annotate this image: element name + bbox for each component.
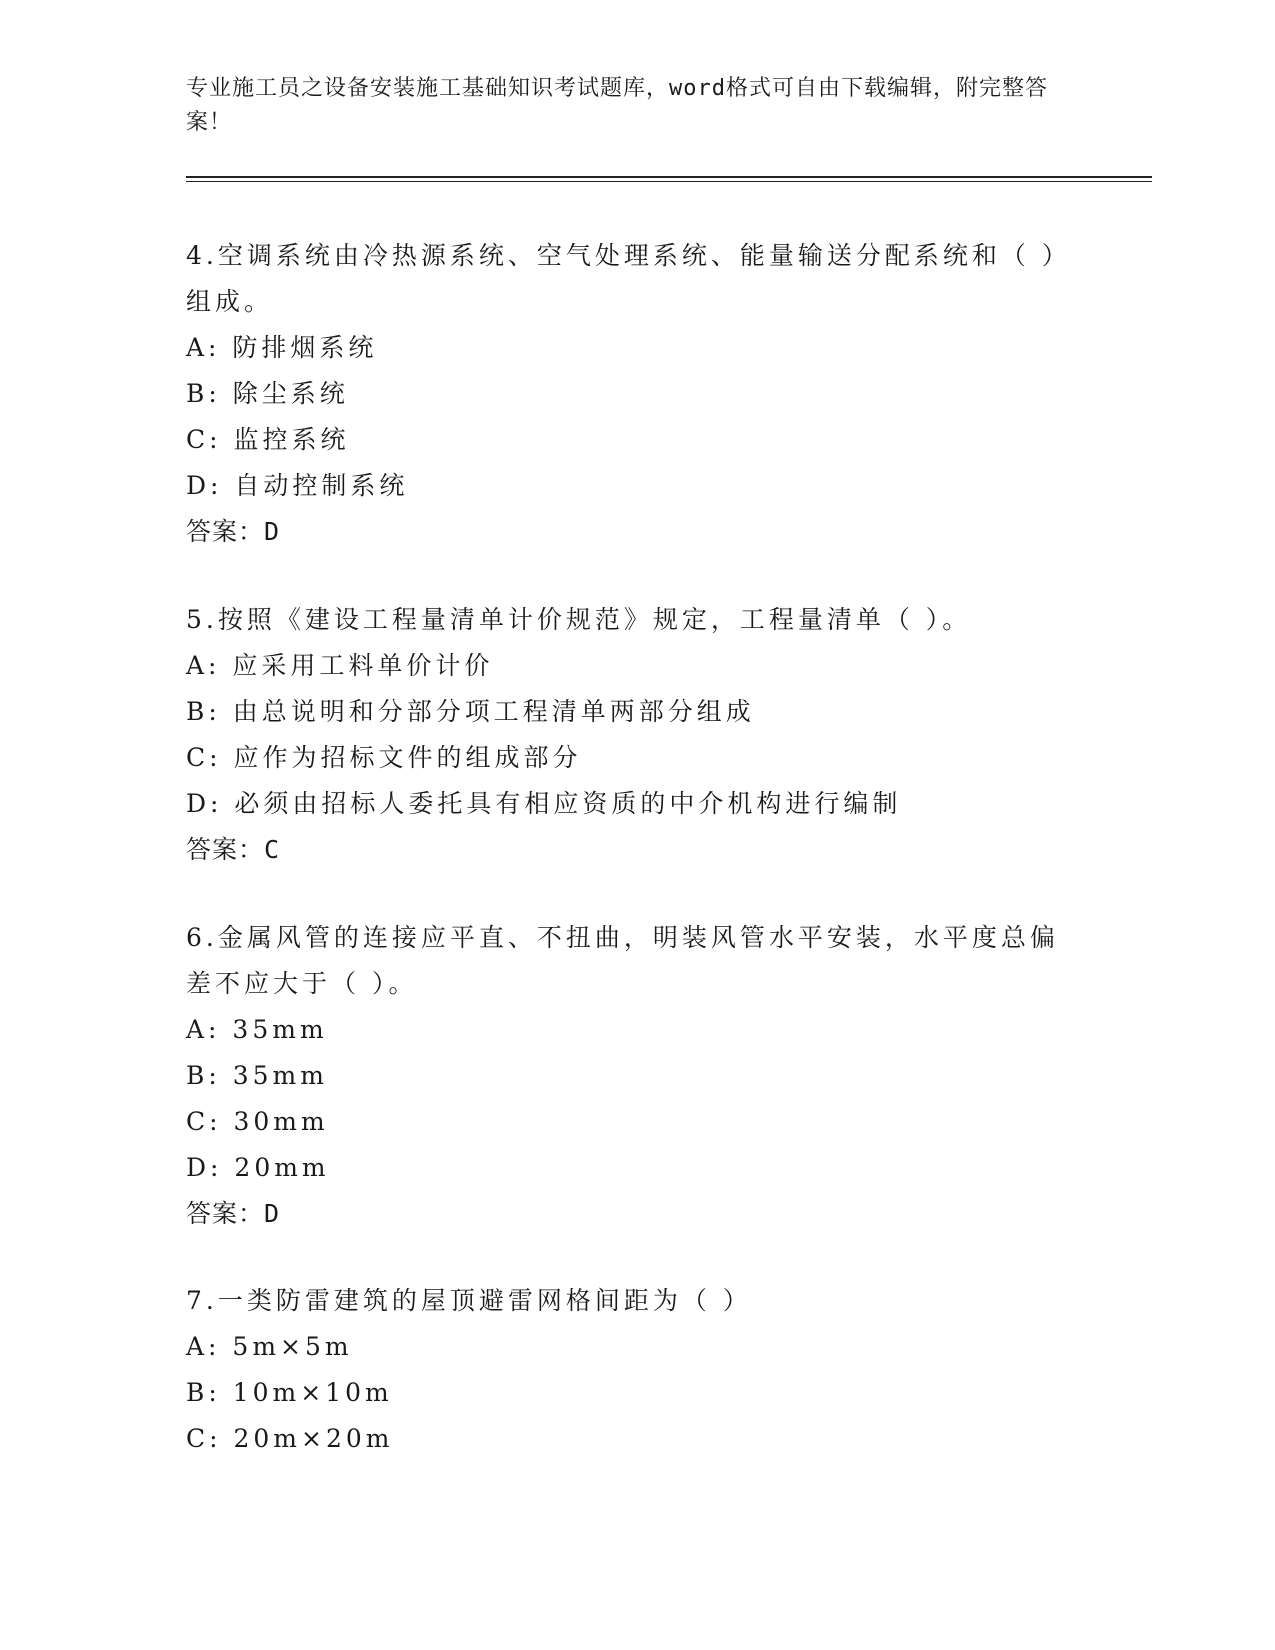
question-7 bbox=[186, 1278, 1066, 1462]
option-a: A: 35mm bbox=[186, 1015, 328, 1044]
answer: 答案：C bbox=[186, 835, 281, 864]
option-b: B: 10m×10m bbox=[186, 1378, 393, 1407]
option-d: D: 必须由招标人委托具有相应资质的中介机构进行编制 bbox=[186, 789, 902, 818]
option-b: B: 除尘系统 bbox=[186, 379, 349, 408]
question-6 bbox=[186, 915, 1066, 1237]
option-a: A: 防排烟系统 bbox=[186, 333, 378, 362]
question-stem: 5.按照《建设工程量清单计价规范》规定，工程量清单（ ）。 bbox=[186, 605, 972, 634]
question-stem: 6.金属风管的连接应平直、不扭曲，明装风管水平安装，水平度总偏差不应大于（ ）。 bbox=[186, 923, 1059, 998]
question-stem: 4.空调系统由冷热源系统、空气处理系统、能量输送分配系统和（ ）组成。 bbox=[186, 241, 1059, 316]
option-a: A: 应采用工料单价计价 bbox=[186, 651, 494, 680]
option-a: A: 5m×5m bbox=[186, 1332, 353, 1361]
answer: 答案：D bbox=[186, 517, 281, 546]
option-d: D: 20mm bbox=[186, 1153, 330, 1182]
question-stem: 7.一类防雷建筑的屋顶避雷网格间距为（ ） bbox=[186, 1286, 752, 1315]
question-4 bbox=[186, 233, 1066, 555]
header-rule-bottom bbox=[186, 181, 1152, 182]
answer: 答案：D bbox=[186, 1199, 281, 1228]
option-c: C: 20m×20m bbox=[186, 1424, 394, 1453]
option-c: C: 应作为招标文件的组成部分 bbox=[186, 743, 582, 772]
option-d: D: 自动控制系统 bbox=[186, 471, 409, 500]
option-c: C: 30mm bbox=[186, 1107, 329, 1136]
option-b: B: 35mm bbox=[186, 1061, 328, 1090]
question-5 bbox=[186, 597, 1066, 873]
document-header: 专业施工员之设备安装施工基础知识考试题库，word格式可自由下载编辑，附完整答案！ bbox=[186, 76, 1048, 135]
header-rule-top bbox=[186, 176, 1152, 178]
option-c: C: 监控系统 bbox=[186, 425, 350, 454]
option-b: B: 由总说明和分部分项工程清单两部分组成 bbox=[186, 697, 755, 726]
